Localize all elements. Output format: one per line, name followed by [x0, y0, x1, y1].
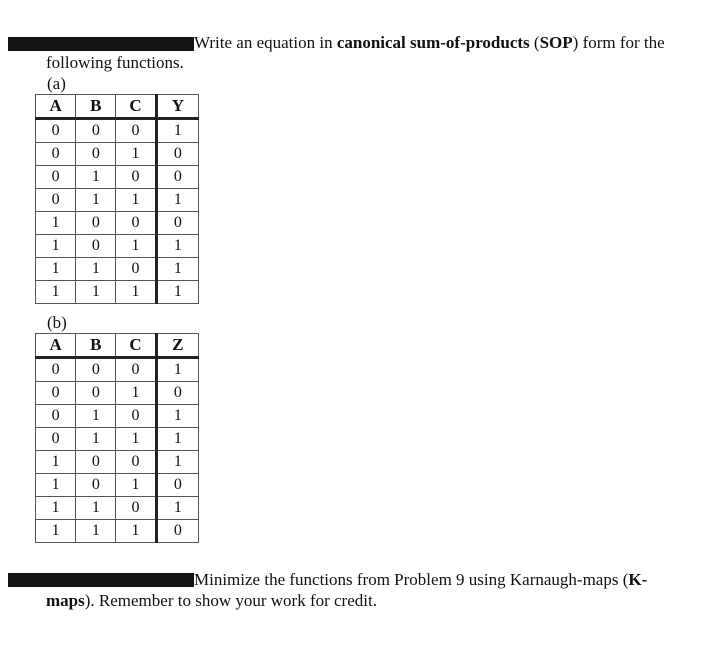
truth-table-b — [35, 333, 199, 543]
table-cell: 0 — [36, 143, 76, 166]
table-cell: 1 — [116, 143, 156, 166]
table-cell: 1 — [156, 281, 198, 304]
table-cell: 1 — [76, 405, 116, 428]
table-cell: 1 — [156, 189, 198, 212]
column-header: C — [116, 95, 156, 119]
table-cell: 1 — [156, 497, 198, 520]
table-cell: 0 — [116, 405, 156, 428]
table-cell: 1 — [116, 189, 156, 212]
table-row — [36, 258, 199, 281]
table-cell: 1 — [76, 189, 116, 212]
column-header: A — [36, 95, 76, 119]
table-cell: 1 — [116, 382, 156, 405]
redacted-problem-number — [8, 37, 194, 51]
table-cell: 0 — [156, 212, 198, 235]
table-cell: 0 — [116, 212, 156, 235]
table-cell: 0 — [36, 166, 76, 189]
table-row — [36, 212, 199, 235]
table-cell: 0 — [76, 474, 116, 497]
table-cell: 0 — [116, 358, 156, 382]
table-cell: 1 — [156, 358, 198, 382]
table-row — [36, 474, 199, 497]
table-cell: 0 — [116, 119, 156, 143]
table-cell: 1 — [156, 119, 198, 143]
table-cell: 0 — [76, 382, 116, 405]
table-cell: 0 — [156, 474, 198, 497]
table-cell: 1 — [76, 428, 116, 451]
column-header: B — [76, 334, 116, 358]
table-header-row — [36, 95, 199, 119]
table-row — [36, 281, 199, 304]
table-cell: 0 — [76, 119, 116, 143]
column-header: B — [76, 95, 116, 119]
table-cell: 1 — [36, 474, 76, 497]
table-cell: 1 — [156, 428, 198, 451]
table-b-label: (b) — [47, 313, 67, 332]
table-cell: 0 — [76, 451, 116, 474]
table-row — [36, 451, 199, 474]
table-a-label: (a) — [47, 74, 66, 93]
column-header: Z — [156, 334, 198, 358]
table-cell: 1 — [116, 281, 156, 304]
table-cell: 0 — [36, 428, 76, 451]
table-cell: 0 — [36, 119, 76, 143]
table-cell: 0 — [116, 166, 156, 189]
table-cell: 0 — [36, 358, 76, 382]
table-cell: 0 — [116, 258, 156, 281]
table-cell: 0 — [76, 358, 116, 382]
problem-9-line-2: following functions. — [46, 53, 184, 72]
table-cell: 0 — [156, 143, 198, 166]
problem-10-line-2: maps). Remember to show your work for credit. — [46, 591, 377, 610]
table-cell: 0 — [76, 212, 116, 235]
table-cell: 1 — [156, 258, 198, 281]
redacted-problem-number — [8, 573, 194, 587]
table-cell: 1 — [36, 235, 76, 258]
table-cell: 0 — [36, 405, 76, 428]
table-cell: 1 — [76, 166, 116, 189]
table-cell: 1 — [116, 474, 156, 497]
table-cell: 1 — [76, 497, 116, 520]
table-cell: 1 — [36, 497, 76, 520]
table-row — [36, 358, 199, 382]
table-cell: 0 — [36, 189, 76, 212]
table-cell: 1 — [76, 281, 116, 304]
table-cell: 1 — [36, 281, 76, 304]
table-cell: 1 — [76, 520, 116, 543]
column-header: A — [36, 334, 76, 358]
table-cell: 1 — [156, 405, 198, 428]
table-cell: 0 — [116, 451, 156, 474]
table-cell: 1 — [36, 212, 76, 235]
table-cell: 1 — [116, 235, 156, 258]
table-row — [36, 405, 199, 428]
problem-10-line-1: Minimize the functions from Problem 9 using Karnaugh-maps (K- — [194, 570, 648, 589]
truth-table-a — [35, 94, 199, 304]
table-row — [36, 143, 199, 166]
table-row — [36, 520, 199, 543]
table-cell: 1 — [156, 235, 198, 258]
table-row — [36, 382, 199, 405]
table-cell: 1 — [76, 258, 116, 281]
table-row — [36, 166, 199, 189]
table-cell: 1 — [116, 428, 156, 451]
column-header: C — [116, 334, 156, 358]
table-row — [36, 189, 199, 212]
table-cell: 0 — [156, 166, 198, 189]
table-header-row — [36, 334, 199, 358]
table-cell: 0 — [76, 235, 116, 258]
table-row — [36, 119, 199, 143]
problem-9-line-1: Write an equation in canonical sum-of-products (SOP) form for the — [194, 33, 665, 52]
table-cell: 1 — [116, 520, 156, 543]
table-cell: 1 — [156, 451, 198, 474]
table-cell: 0 — [156, 382, 198, 405]
table-cell: 1 — [36, 520, 76, 543]
table-row — [36, 235, 199, 258]
table-row — [36, 428, 199, 451]
table-cell: 0 — [36, 382, 76, 405]
table-cell: 1 — [36, 258, 76, 281]
table-cell: 0 — [156, 520, 198, 543]
table-cell: 0 — [116, 497, 156, 520]
column-header: Y — [156, 95, 198, 119]
table-cell: 1 — [36, 451, 76, 474]
table-row — [36, 497, 199, 520]
table-cell: 0 — [76, 143, 116, 166]
